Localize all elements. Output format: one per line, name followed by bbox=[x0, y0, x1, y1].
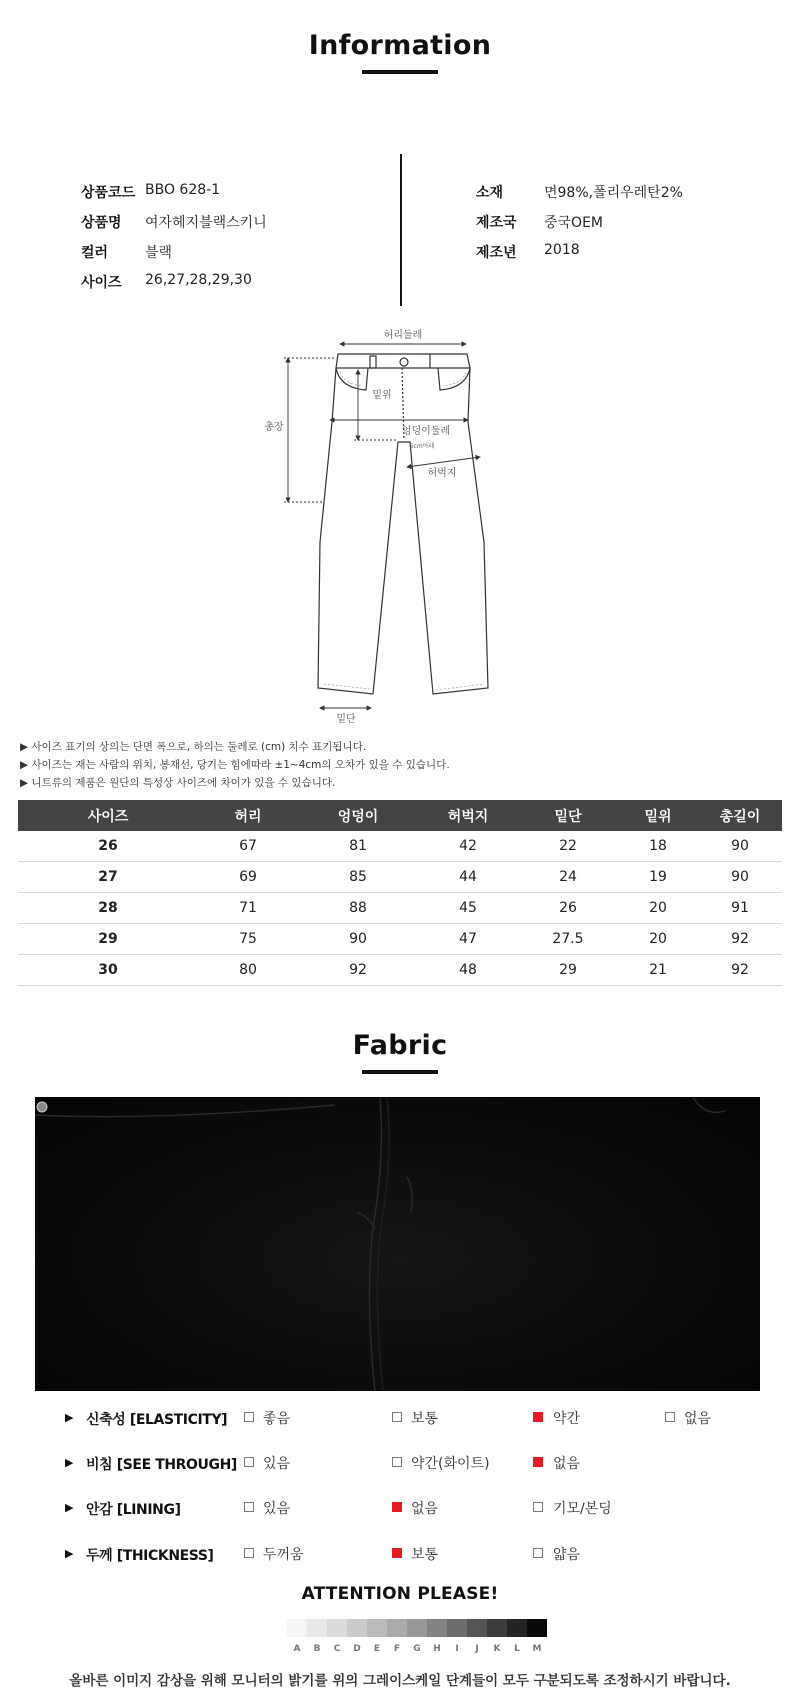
grayscale-swatch bbox=[507, 1619, 527, 1637]
attention-title: ATTENTION PLEASE! bbox=[301, 1584, 499, 1604]
header-cell: 허벅지 bbox=[418, 800, 518, 831]
info-value-material: 면98%,폴리우레탄2% bbox=[544, 185, 683, 201]
table-cell: 92 bbox=[698, 924, 782, 955]
info-value-country: 중국OEM bbox=[544, 215, 603, 231]
fabric-title: Fabric bbox=[352, 1030, 448, 1061]
property-label-thickness: 두께 [THICKNESS] bbox=[86, 1548, 214, 1564]
size-note-1: ▶ 사이즈 표기의 상의는 단면 폭으로, 하의는 둘레로 (cm) 치수 표기됩니다. bbox=[20, 741, 367, 753]
table-cell: 20 bbox=[618, 924, 698, 955]
table-row bbox=[18, 893, 782, 924]
option-see-through-yes: 있음 bbox=[263, 1456, 291, 1472]
fabric-title-underline bbox=[362, 1070, 438, 1074]
table-cell: 85 bbox=[298, 862, 418, 893]
table-cell: 45 bbox=[418, 893, 518, 924]
rivet-icon bbox=[37, 1102, 47, 1112]
size-table bbox=[18, 800, 782, 986]
table-cell: 80 bbox=[198, 955, 298, 986]
option-thickness-normal: 보통 bbox=[411, 1547, 439, 1563]
checkbox-elasticity-none bbox=[665, 1412, 675, 1422]
info-label-material: 소재 bbox=[476, 185, 504, 201]
table-cell: 42 bbox=[418, 831, 518, 862]
checkbox-thickness-thin bbox=[533, 1548, 543, 1558]
table-row bbox=[18, 955, 782, 986]
info-label-product-name: 상품명 bbox=[81, 215, 122, 231]
grayscale-letter: K bbox=[493, 1644, 501, 1654]
table-cell: 24 bbox=[518, 862, 618, 893]
diagram-label-small: 5cm아래 bbox=[409, 443, 435, 450]
diagram-label-hip: 엉덩이둘레 bbox=[401, 426, 451, 437]
grayscale-letter: F bbox=[393, 1644, 401, 1654]
grayscale-swatch bbox=[307, 1619, 327, 1637]
grayscale-swatch bbox=[527, 1619, 547, 1637]
table-cell: 22 bbox=[518, 831, 618, 862]
diagram-label-length: 총장 bbox=[264, 422, 284, 433]
size-note-2: ▶ 사이즈는 재는 사람의 위치, 봉재선, 당기는 힘에따라 ±1~4cm의 오차가 있을 수 있습니다. bbox=[20, 759, 450, 771]
checkbox-elasticity-normal bbox=[392, 1412, 402, 1422]
checkbox-elasticity-slight bbox=[533, 1412, 543, 1422]
grayscale-letter: M bbox=[532, 1644, 542, 1654]
grayscale-swatch bbox=[367, 1619, 387, 1637]
grayscale-letter: A bbox=[293, 1644, 301, 1654]
option-thickness-thick: 두꺼움 bbox=[263, 1547, 304, 1563]
arrow-right-icon: ▶ bbox=[65, 1456, 74, 1469]
table-cell: 29 bbox=[18, 924, 198, 955]
table-cell: 48 bbox=[418, 955, 518, 986]
table-cell: 91 bbox=[698, 893, 782, 924]
grayscale-letter: I bbox=[455, 1644, 459, 1654]
grayscale-swatch bbox=[427, 1619, 447, 1637]
fabric-closeup-image bbox=[35, 1097, 760, 1391]
table-cell: 88 bbox=[298, 893, 418, 924]
size-table-header bbox=[18, 800, 782, 831]
option-lining-fleece: 기모/본딩 bbox=[553, 1501, 612, 1517]
property-label-elasticity: 신축성 [ELASTICITY] bbox=[86, 1412, 228, 1428]
information-title-underline bbox=[362, 70, 438, 74]
info-label-year: 제조년 bbox=[476, 245, 517, 261]
pants-measurement-diagram bbox=[264, 322, 530, 725]
info-divider bbox=[400, 154, 402, 306]
info-value-product-code: BBO 628-1 bbox=[145, 182, 221, 198]
table-cell: 30 bbox=[18, 955, 198, 986]
header-cell: 엉덩이 bbox=[298, 800, 418, 831]
checkbox-see-through-none bbox=[533, 1457, 543, 1467]
option-see-through-none: 없음 bbox=[553, 1456, 581, 1472]
header-cell: 밑단 bbox=[518, 800, 618, 831]
table-cell: 19 bbox=[618, 862, 698, 893]
grayscale-letter: C bbox=[333, 1644, 341, 1654]
grayscale-swatch bbox=[347, 1619, 367, 1637]
property-label-see-through: 비침 [SEE THROUGH] bbox=[86, 1457, 237, 1473]
grayscale-swatch bbox=[287, 1619, 307, 1637]
table-cell: 90 bbox=[698, 831, 782, 862]
table-cell: 71 bbox=[198, 893, 298, 924]
information-title: Information bbox=[308, 30, 492, 61]
checkbox-thickness-thick bbox=[244, 1548, 254, 1558]
diagram-label-rise: 밑위 bbox=[372, 390, 392, 401]
header-cell: 허리 bbox=[198, 800, 298, 831]
info-value-product-name: 여자헤지블랙스키니 bbox=[145, 215, 267, 231]
checkbox-thickness-normal bbox=[392, 1548, 402, 1558]
option-elasticity-good: 좋음 bbox=[263, 1411, 291, 1427]
checkbox-see-through-slight bbox=[392, 1457, 402, 1467]
grayscale-letter: B bbox=[313, 1644, 321, 1654]
option-elasticity-slight: 약간 bbox=[553, 1411, 581, 1427]
table-cell: 20 bbox=[618, 893, 698, 924]
grayscale-swatch bbox=[447, 1619, 467, 1637]
table-row bbox=[18, 831, 782, 862]
monitor-brightness-note: 올바른 이미지 감상을 위해 모니터의 밝기를 위의 그레이스케일 단계들이 모두 구분되도록 조정하시기 바랍니다. bbox=[69, 1673, 731, 1689]
header-cell: 밑위 bbox=[618, 800, 698, 831]
info-label-color: 컬러 bbox=[81, 245, 109, 261]
info-value-size: 26,27,28,29,30 bbox=[145, 272, 252, 288]
table-cell: 90 bbox=[298, 924, 418, 955]
grayscale-swatch bbox=[327, 1619, 347, 1637]
table-cell: 47 bbox=[418, 924, 518, 955]
property-label-lining: 안감 [LINING] bbox=[86, 1502, 181, 1518]
option-thickness-thin: 얇음 bbox=[553, 1547, 581, 1563]
table-cell: 75 bbox=[198, 924, 298, 955]
diagram-label-hem: 밑단 bbox=[336, 714, 356, 725]
info-label-country: 제조국 bbox=[476, 215, 517, 231]
header-cell: 사이즈 bbox=[18, 800, 198, 831]
checkbox-see-through-yes bbox=[244, 1457, 254, 1467]
checkbox-elasticity-good bbox=[244, 1412, 254, 1422]
grayscale-letter: E bbox=[373, 1644, 381, 1654]
table-cell: 27.5 bbox=[518, 924, 618, 955]
checkbox-lining-none bbox=[392, 1502, 402, 1512]
grayscale-swatch bbox=[407, 1619, 427, 1637]
table-cell: 69 bbox=[198, 862, 298, 893]
table-cell: 29 bbox=[518, 955, 618, 986]
info-label-size: 사이즈 bbox=[81, 275, 122, 291]
table-cell: 92 bbox=[298, 955, 418, 986]
size-note-3: ▶ 니트류의 제품은 원단의 특성상 사이즈에 차이가 있을 수 있습니다. bbox=[20, 777, 336, 789]
table-cell: 26 bbox=[18, 831, 198, 862]
option-lining-none: 없음 bbox=[411, 1501, 439, 1517]
table-cell: 28 bbox=[18, 893, 198, 924]
header-cell: 총길이 bbox=[698, 800, 782, 831]
table-cell: 26 bbox=[518, 893, 618, 924]
table-cell: 27 bbox=[18, 862, 198, 893]
table-cell: 92 bbox=[698, 955, 782, 986]
info-label-product-code: 상품코드 bbox=[81, 185, 136, 201]
grayscale-letter: D bbox=[353, 1644, 361, 1654]
option-see-through-slight: 약간(화이트) bbox=[411, 1456, 490, 1472]
grayscale-letter: J bbox=[475, 1644, 479, 1654]
grayscale-swatch bbox=[387, 1619, 407, 1637]
table-cell: 90 bbox=[698, 862, 782, 893]
grayscale-letter: G bbox=[413, 1644, 421, 1654]
table-cell: 18 bbox=[618, 831, 698, 862]
grayscale-swatch bbox=[467, 1619, 487, 1637]
table-cell: 21 bbox=[618, 955, 698, 986]
arrow-right-icon: ▶ bbox=[65, 1411, 74, 1424]
checkbox-lining-fleece bbox=[533, 1502, 543, 1512]
option-elasticity-none: 없음 bbox=[684, 1411, 712, 1427]
option-elasticity-normal: 보통 bbox=[411, 1411, 439, 1427]
option-lining-yes: 있음 bbox=[263, 1501, 291, 1517]
info-value-year: 2018 bbox=[544, 242, 580, 258]
grayscale-letter: H bbox=[433, 1644, 441, 1654]
diagram-label-waist: 허리둘레 bbox=[383, 330, 423, 341]
table-cell: 44 bbox=[418, 862, 518, 893]
info-value-color: 블랙 bbox=[145, 245, 173, 261]
arrow-right-icon: ▶ bbox=[65, 1501, 74, 1514]
grayscale-swatch bbox=[487, 1619, 507, 1637]
table-cell: 67 bbox=[198, 831, 298, 862]
table-row bbox=[18, 862, 782, 893]
diagram-label-thigh: 허벅지 bbox=[427, 468, 457, 479]
table-row bbox=[18, 924, 782, 955]
checkbox-lining-yes bbox=[244, 1502, 254, 1512]
table-cell: 81 bbox=[298, 831, 418, 862]
arrow-right-icon: ▶ bbox=[65, 1547, 74, 1560]
grayscale-letter: L bbox=[514, 1644, 520, 1654]
